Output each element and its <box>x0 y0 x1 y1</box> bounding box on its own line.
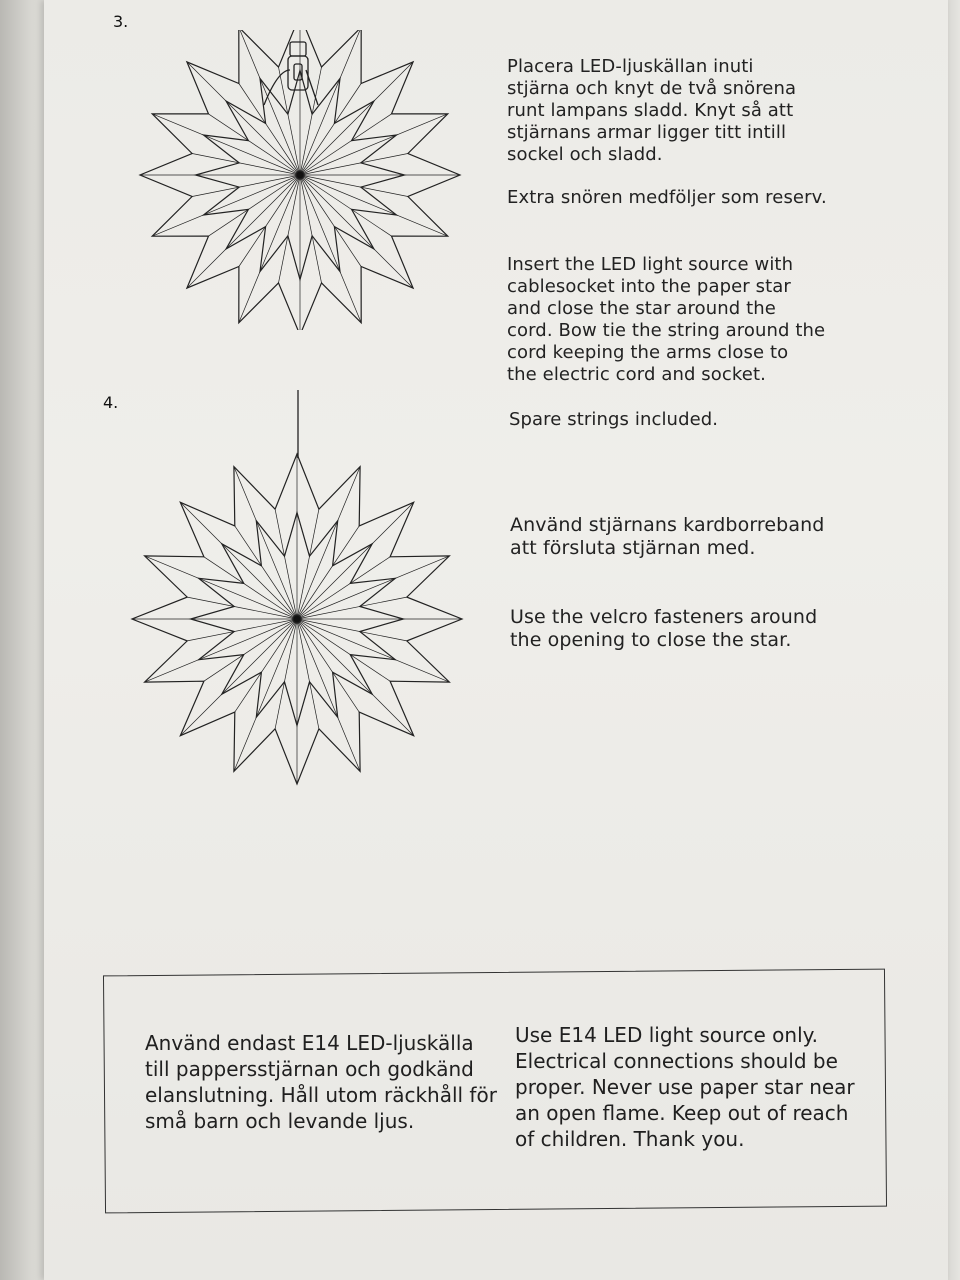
step-4-number: 4. <box>103 393 119 412</box>
text-line: proper. Never use paper star near <box>515 1075 855 1099</box>
text-line: cablesocket into the paper star <box>507 276 791 297</box>
text-line: sockel och sladd. <box>507 144 663 165</box>
text-line: Använd stjärnans kardborreband <box>510 514 825 536</box>
text-line: Electrical connections should be <box>515 1049 838 1073</box>
text-line: Använd endast E14 LED-ljuskälla <box>145 1031 474 1055</box>
text-line: små barn och levande ljus. <box>145 1109 415 1133</box>
step-4-text-en <box>510 606 817 652</box>
text-line: till pappersstjärnan och godkänd <box>145 1057 474 1081</box>
text-line: cord. Bow tie the string around the <box>507 320 826 341</box>
text-line: and close the star around the <box>507 298 776 319</box>
text-line: Extra snören medföljer som reserv. <box>507 187 827 208</box>
step-4-text-sv <box>510 514 824 560</box>
step-3-extra-sv <box>507 187 827 209</box>
text-line: an open flame. Keep out of reach <box>515 1101 849 1125</box>
bulb-socket-icon <box>264 42 318 105</box>
text-line: stjärnans armar ligger titt intill <box>507 122 787 143</box>
paper-star-icon <box>140 30 460 330</box>
safety-notice-sv <box>145 1030 497 1134</box>
text-line: Use E14 LED light source only. <box>515 1023 818 1047</box>
text-line: Placera LED-ljuskällan inuti <box>507 56 754 77</box>
text-line: elanslutning. Håll utom räckhåll för <box>145 1083 497 1107</box>
paper-star-icon <box>132 454 462 784</box>
text-line: Insert the LED light source with <box>507 254 794 275</box>
text-line: att försluta stjärnan med. <box>510 537 756 559</box>
text-line: the opening to close the star. <box>510 629 792 651</box>
text-line: of children. Thank you. <box>515 1127 745 1151</box>
text-line: the electric cord and socket. <box>507 364 766 385</box>
step-3-number: 3. <box>113 12 129 31</box>
safety-notice-en <box>515 1022 855 1152</box>
step-3-extra-en <box>509 409 718 431</box>
star-illustration-step-4 <box>120 388 470 788</box>
text-line: runt lampans sladd. Knyt så att <box>507 100 794 121</box>
star-illustration-step-3 <box>138 30 468 330</box>
text-line: Use the velcro fasteners around <box>510 606 818 628</box>
step-3-text-sv <box>507 56 796 166</box>
text-line: stjärna och knyt de två snörena <box>507 78 797 99</box>
text-line: cord keeping the arms close to <box>507 342 789 363</box>
text-line: Spare strings included. <box>509 409 719 430</box>
step-3-text-en <box>507 254 825 386</box>
